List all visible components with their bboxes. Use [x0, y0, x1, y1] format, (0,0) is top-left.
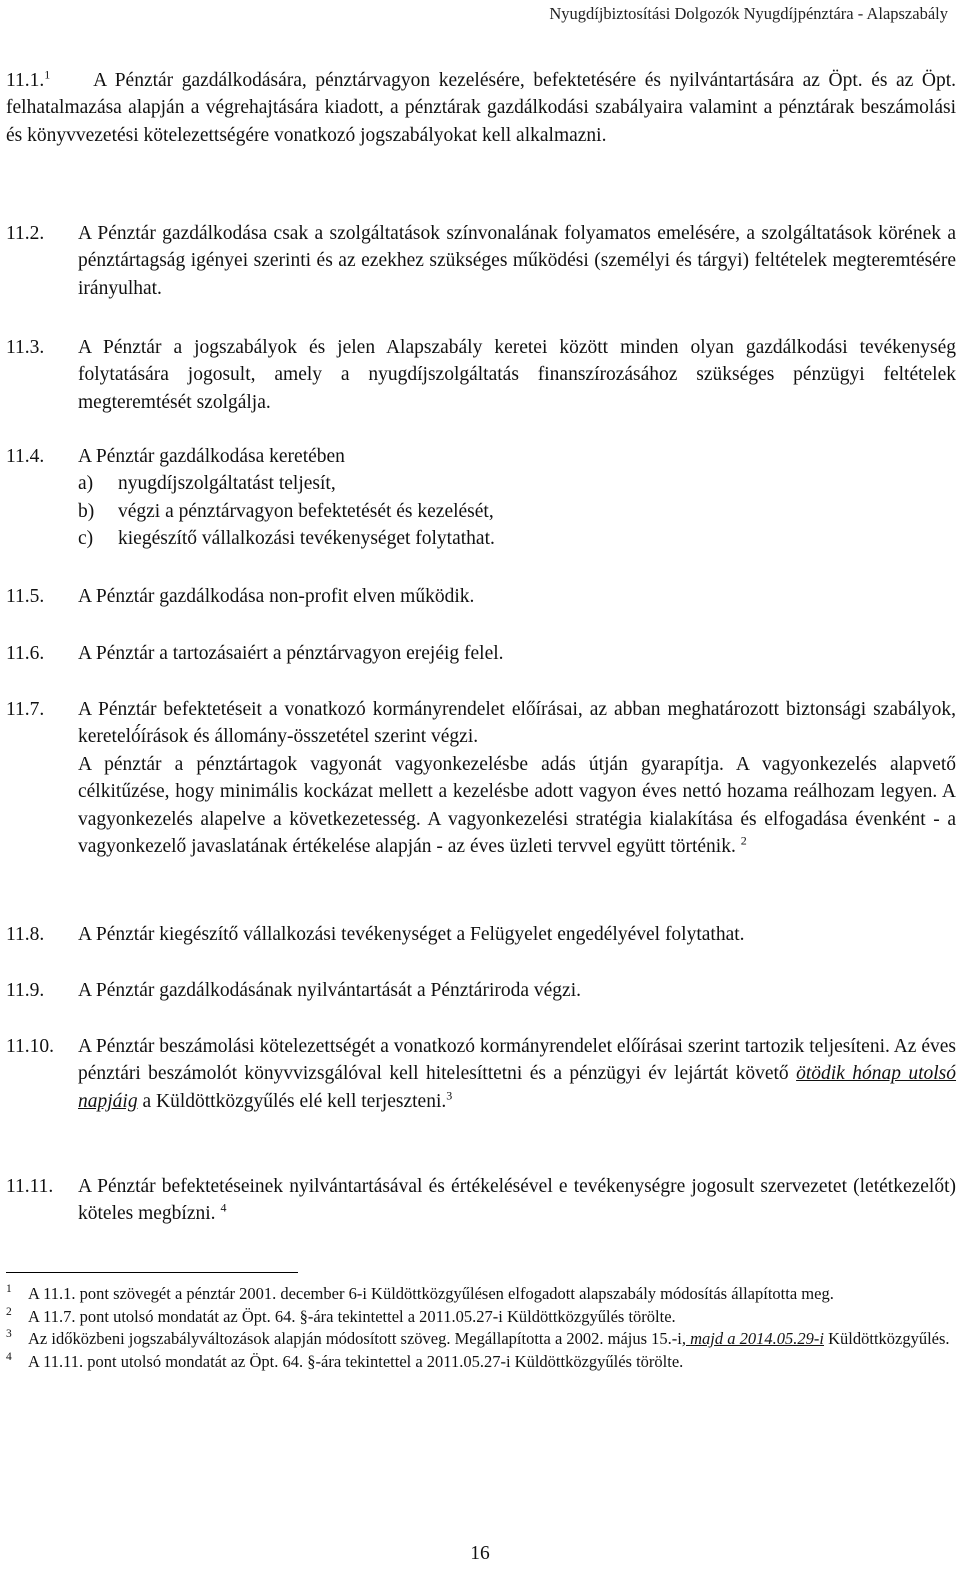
section-number: 11.8. [6, 924, 45, 945]
section-number: 11.3. [6, 337, 45, 358]
section-number: 11.10. [6, 1036, 55, 1057]
footnote-2 [6, 1306, 956, 1329]
list-item [78, 470, 956, 497]
section-11-5 [6, 583, 956, 610]
section-text: A Pénztár a tartozásaiért a pénztárvagyon erejéig felel. [78, 643, 504, 664]
section-11-2 [6, 220, 956, 302]
section-text: a Küldöttközgyűlés elé kell terjeszteni. [142, 1090, 447, 1112]
section-text: A Pénztár gazdálkodása non-profit elven működik. [78, 586, 475, 607]
page-number: 16 [470, 1543, 490, 1564]
section-11-9 [6, 977, 956, 1004]
section-number: 11.11. [6, 1176, 54, 1197]
section-11-8 [6, 921, 956, 948]
footnote-ref: 1 [44, 67, 51, 82]
section-text: A Pénztár befektetéseinek nyilvántartásával és értékelésével e tevékenységre jogosult szervezetet (letétkezelőt) köteles megbízni. [78, 1176, 956, 1225]
section-text: A Pénztár beszámolási kötelezettségét a vonatkozó kormányrendelet előírásai szerint tartozik teljesíteni. Az éves pénztári beszámolót könyvvizsgálóval kell hitelesíttetni és a pénzügyi év lejártát követő [78, 1036, 956, 1085]
footnote-text: A 11.11. pont utolsó mondatát az Öpt. 64. §-ára tekintettel a 2011.05.27-i Küldöttközgyűlés törölte. [28, 1351, 684, 1371]
footnote-ref: 2 [740, 833, 747, 848]
section-11-10 [6, 1033, 956, 1115]
footnote-text: A 11.1. pont szövegét a pénztár 2001. december 6-i Küldöttközgyűlésen elfogadott alapszabály módosítás állapította meg. [28, 1284, 834, 1303]
footnotes [6, 1283, 956, 1373]
section-text: A Pénztár gazdálkodására, pénztárvagyon kezelésére, befektetésére és nyilvántartására az Öpt. és az Öpt. felhatalmazása alapján a végrehajtására kiadott, a pénztárak gazdálkodási szabályaira valamint a pénztárak beszámolási és könyvvezetési kötelezettségére vonatkozó jogszabályokat kell alkalmazni. [6, 70, 957, 146]
list-item-text: nyugdíjszolgáltatást teljesít, [118, 473, 336, 495]
underlined-amendment: , majd a 2014.05.29-i [681, 1329, 824, 1348]
section-number: 11.7. [6, 699, 45, 720]
list-marker: c) [78, 528, 94, 550]
list-item [78, 498, 956, 525]
section-text: A Pénztár gazdálkodásának nyilvántartását a Pénztáriroda végzi. [78, 980, 582, 1001]
footnote-ref: 4 [220, 1200, 227, 1215]
section-text: A Pénztár kiegészítő vállalkozási tevékenységet a Felügyelet engedélyével folytathat. [78, 924, 745, 945]
section-11-7 [6, 696, 956, 860]
section-number: 11.5. [6, 586, 45, 607]
footnote-text: Az időközbeni jogszabályváltozások alapján módosított szöveg. Megállapította a 2002. május 15.-i [28, 1329, 682, 1348]
section-number: 11.4. [6, 446, 45, 467]
underlined-amendment: ötödik hónap utolsó napjáig [78, 1063, 957, 1112]
section-text: A Pénztár gazdálkodása keretében [78, 446, 345, 467]
footnote-mark: 1 [6, 1283, 12, 1295]
section-number: 11.2. [6, 223, 45, 244]
section-number: 11.1. [6, 70, 45, 91]
section-11-1 [6, 67, 956, 149]
list-marker: b) [78, 500, 95, 522]
section-11-3 [6, 334, 956, 416]
list-item [78, 525, 956, 552]
section-number: 11.6. [6, 643, 45, 664]
list-item-text: végzi a pénztárvagyon befektetését és kezelését, [118, 500, 494, 522]
section-number: 11.9. [6, 980, 45, 1001]
footnote-mark: 3 [6, 1328, 12, 1340]
section-11-4 [6, 443, 956, 553]
list-item-text: kiegészítő vállalkozási tevékenységet folytathat. [118, 528, 495, 550]
list-marker: a) [78, 473, 94, 495]
section-11-11 [6, 1173, 956, 1228]
section-text: A Pénztár gazdálkodása csak a szolgáltatások színvonalának folyamatos emelésére, a szolgáltatások körének a pénztártagság igényei szerinti és az ezekhez szükséges működési (személyi és tárgyi) feltételek megteremtésére irányulhat. [78, 223, 956, 299]
footnote-text: Küldöttközgyűlés. [828, 1329, 950, 1348]
footnote-3 [6, 1328, 956, 1351]
footnote-mark: 4 [6, 1350, 12, 1363]
footnote-4 [6, 1351, 956, 1374]
section-11-6 [6, 640, 956, 667]
footnote-text: A 11.7. pont utolsó mondatát az Öpt. 64. §-ára tekintettel a 2011.05.27-i Küldöttközgyűlés törölte. [28, 1306, 676, 1326]
footnote-separator [6, 1272, 298, 1273]
section-text: A Pénztár a jogszabályok és jelen Alapszabály keretei között minden olyan gazdálkodási tevékenység folytatására jogosult, amely a nyugdíjszolgáltatás finanszírozásához szükséges pénzügyi feltételek megteremtését szolgálja. [78, 337, 956, 413]
footnote-1 [6, 1283, 956, 1306]
running-header: Nyugdíjbiztosítási Dolgozók Nyugdíjpénztára - Alapszabály [549, 4, 948, 23]
section-text: A Pénztár befektetéseit a vonatkozó kormányrendelet előírásai, az abban meghatározott biztonsági szabályok, kereteló́írások és állomány-összetétel szerint végzi. [78, 699, 956, 748]
section-text: A pénztár a pénztártagok vagyonát vagyonkezelésbe adás útján gyarapítja. A vagyonkezelés alapvető célkitűzése, hogy minimális kockázat mellett a kezelésbe adott vagyon éves nettó hozama reálhozam legyen. A vagyonkezelés alapelve a következetesség. A vagyonkezelési stratégia kialakítása és elfogadása évenként - a vagyonkezelő javaslatának értékelése alapján - az éves üzleti tervvel együtt történik. [78, 753, 956, 858]
footnote-mark: 2 [6, 1305, 12, 1318]
footnote-ref: 3 [446, 1088, 453, 1103]
